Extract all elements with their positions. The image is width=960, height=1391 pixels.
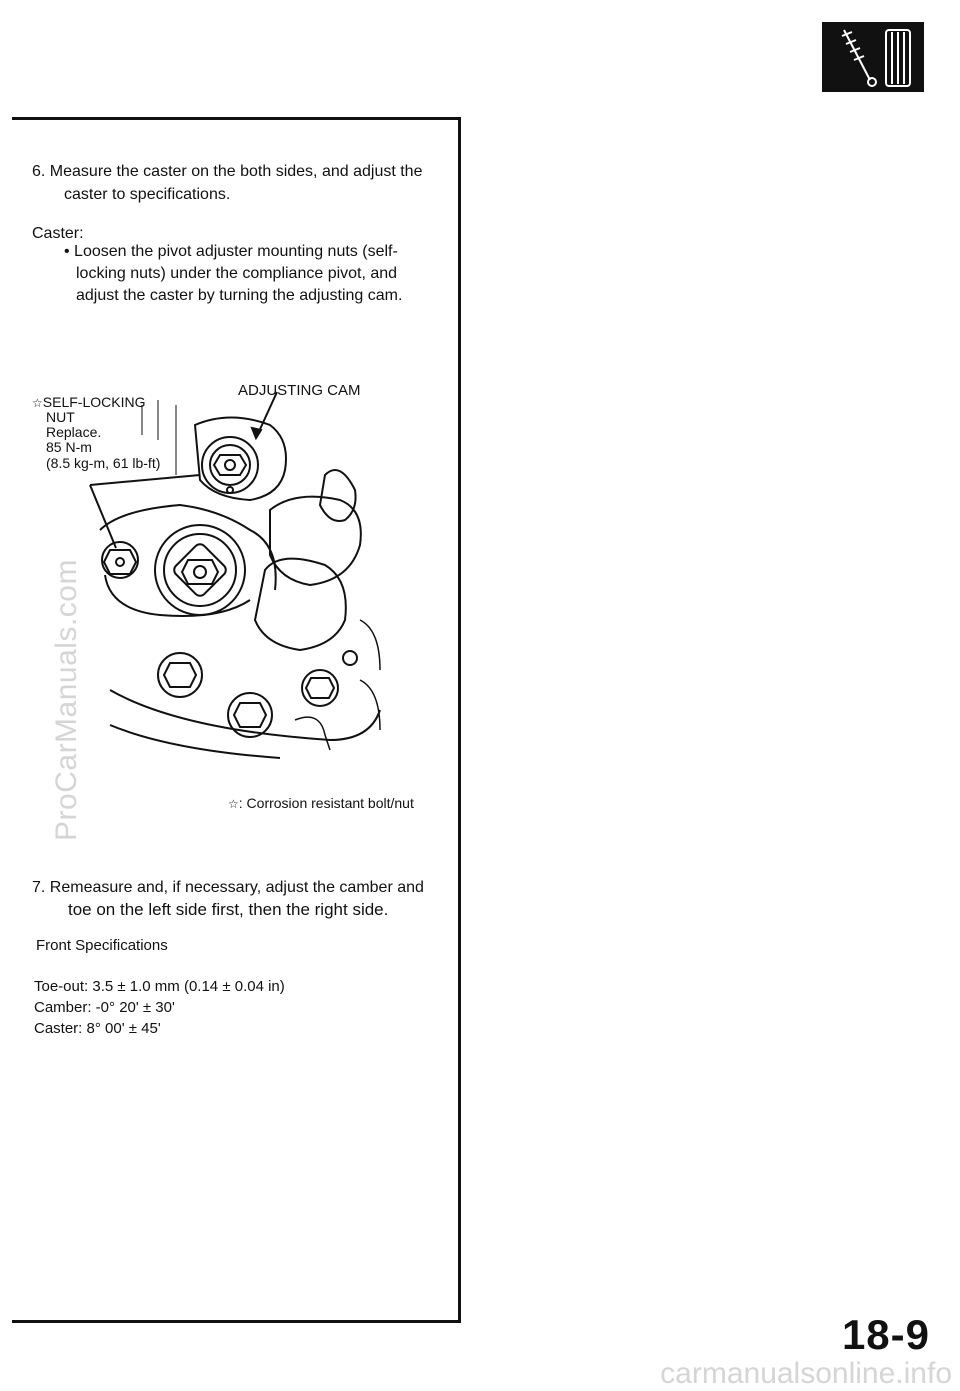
page-number: 18-9 [841, 1311, 930, 1358]
bullet-line1: • Loosen the pivot adjuster mounting nuts (self- [64, 243, 398, 260]
side-watermark: ProCarManuals.com [50, 559, 83, 841]
label-replace: Replace. [46, 424, 102, 440]
spec-caster: Caster: 8° 00' ± 45' [34, 1020, 161, 1037]
bullet-line3: adjust the caster by turning the adjusting cam. [76, 287, 403, 304]
shock-absorber-icon [822, 22, 924, 92]
star-icon: ☆ [228, 797, 239, 811]
footer-watermark: carmanualsonline.info [660, 1357, 952, 1390]
step-6-line1: 6. Measure the caster on the both sides, and adjust the [32, 163, 423, 180]
caster-heading: Caster: [32, 225, 84, 242]
star-icon: ☆ [32, 396, 43, 410]
label-self-locking: ☆SELF-LOCKING [32, 394, 146, 410]
specs-heading: Front Specifications [36, 937, 168, 954]
step-7-line2: toe on the left side first, then the right side. [68, 900, 389, 919]
suspension-illustration [80, 380, 400, 770]
label-adjusting-cam: ADJUSTING CAM [238, 382, 361, 399]
section-icon [822, 22, 924, 92]
bullet-line2: locking nuts) under the compliance pivot, and [76, 265, 398, 282]
label-torque: 85 N-m [46, 439, 92, 455]
spec-toe-out: Toe-out: 3.5 ± 1.0 mm (0.14 ± 0.04 in) [34, 978, 285, 995]
label-torque-alt: (8.5 kg-m, 61 lb-ft) [46, 455, 161, 471]
legend: ☆: Corrosion resistant bolt/nut [228, 795, 414, 811]
step-7-line1: 7. Remeasure and, if necessary, adjust the camber and [32, 879, 424, 896]
label-nut: NUT [46, 409, 75, 425]
spec-camber: Camber: -0° 20' ± 30' [34, 999, 175, 1016]
step-6-line2: caster to specifications. [64, 186, 231, 203]
